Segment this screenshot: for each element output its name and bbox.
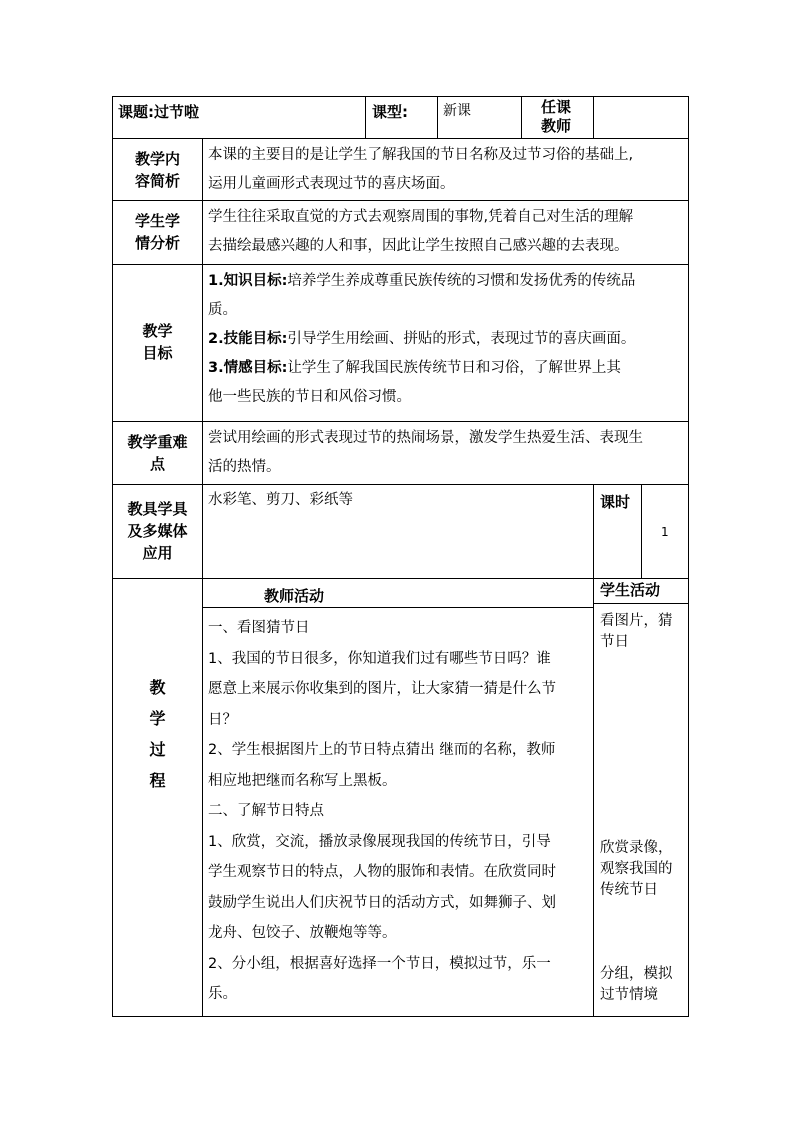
goal-emotion [208,354,684,383]
activity-line: 过节情境 [600,987,658,1003]
activity-line: 1、欣赏，交流，播放录像展现我国的传统节日，引导 [208,833,551,850]
lesson-type-value: 新课 [443,103,471,119]
activity-line: 龙舟、包饺子、放鞭炮等等。 [208,925,397,941]
goal-title: 3.情感目标: [208,360,288,376]
label-line: 学生学 [134,212,180,230]
label-column-divider [202,138,203,1017]
goal-text: 引导学生用绘画、拼贴的形式，表现过节的喜庆画面。 [287,331,636,347]
tools-text: 水彩笔、剪刀、彩纸等 [208,492,353,508]
activity-line: 2、分小组，根据喜好选择一个节日，模拟过节，乐一 [208,955,551,972]
student-analysis-text [208,203,684,261]
label-line: 教学内 [134,150,180,168]
header-divider [437,96,438,138]
goal-title: 2.技能目标: [208,331,288,347]
activity-line: 相应地把继而名称写上黑板。 [208,772,397,789]
goal-text: 质。 [208,302,237,318]
label-line: 情分析 [134,234,180,252]
activity-line: 节日 [600,634,629,650]
lesson-type-label: 课型: [372,103,408,121]
label-line: 及多媒体 [127,522,188,540]
goal-skill [208,325,684,354]
label-line: 应用 [142,544,173,562]
lesson-title: 课题:过节啦 [118,103,199,121]
label-line: 教学 [142,322,173,340]
process-header-divider [593,603,689,604]
student-activity-header: 学生活动 [600,581,661,599]
header-divider [365,96,366,138]
activity-line: 乐。 [208,986,237,1002]
table-border-top [112,96,689,97]
student-activity-b [600,838,673,901]
label-line: 目标 [142,344,173,362]
process-label [113,672,202,796]
goal-text: 让学生了解我国民族传统节日和习俗，了解世界上其 [287,360,621,376]
key-points-label [113,431,202,475]
activity-line: 观察我国的 [600,861,673,877]
activity-line: 看图片，猜 [600,613,673,629]
teacher-activity-header: 教师活动 [264,587,325,605]
row-divider [112,421,689,422]
content-analysis-label [113,148,202,192]
label-line: 教具学具 [127,500,188,518]
hours-divider [641,484,642,578]
student-analysis-label [113,210,202,254]
table-border-right [688,96,689,1017]
text-line: 运用儿童画形式表现过节的喜庆场面。 [208,176,455,192]
row-divider [112,264,689,265]
process-label-char: 过 [149,740,166,759]
key-points-text [208,424,684,482]
teacher-activity-text [208,613,588,1010]
student-activity-a [600,611,673,653]
row-divider [112,200,689,201]
activity-line: 学生观察节日的特点，人物的服饰和表情。在欣赏同时 [208,864,556,880]
teaching-goals-label [113,320,202,364]
label-line: 教学重难 [127,433,188,451]
tools-label [113,498,202,564]
teacher-label-line: 教师 [541,117,572,135]
text-line: 活的热情。 [208,459,281,475]
activity-line: 二、了解节日特点 [208,803,324,819]
label-line: 容简析 [134,172,180,190]
activity-line: 鼓励学生说出人们庆祝节日的活动方式，如舞狮子、划 [208,894,556,911]
text-line: 学生往往采取直觉的方式去观察周围的事物,凭着自己对生活的理解 [208,209,634,225]
activity-line: 欣赏录像， [600,840,673,856]
activity-line: 2、学生根据图片上的节日特点猜出 继而的名称，教师 [208,742,556,758]
activity-line: 愿意上来展示你收集到的图片，让大家猜一猜是什么节 [208,681,556,697]
activity-line: 日？ [208,711,237,728]
process-label-char: 学 [149,709,166,728]
text-line: 本课的主要目的是让学生了解我国的节日名称及过节习俗的基础上, [208,147,634,163]
hours-label: 课时 [600,493,631,511]
process-label-char: 教 [149,678,166,697]
table-border-bottom [112,1016,689,1017]
row-divider [112,138,689,139]
goal-knowledge [208,267,684,296]
activity-line: 1、我国的节日很多，你知道我们过有哪些节日吗？谁 [208,650,551,667]
hours-divider [593,484,594,578]
label-line: 点 [149,455,165,473]
activity-line: 一、看图猜节日 [208,620,310,636]
text-line: 去描绘最感兴趣的人和事，因此让学生按照自己感兴趣的去表现。 [208,238,629,254]
teacher-label-line: 任课 [541,98,572,116]
hours-value: 1 [661,525,669,539]
teacher-label [541,98,571,136]
goal-title: 1.知识目标: [208,273,288,289]
process-header-divider [202,607,593,608]
activity-line: 分组，模拟 [600,966,673,982]
goal-text: 他一些民族的节日和风俗习惯。 [208,389,411,405]
header-divider [521,96,522,138]
header-divider [593,96,594,138]
activity-line: 传统节日 [600,882,658,898]
teaching-goals-text [208,267,684,412]
process-label-char: 程 [149,771,166,790]
row-divider [112,484,689,485]
goal-text: 培养学生养成尊重民族传统的习惯和发扬优秀的传统品 [287,273,636,289]
text-line: 尝试用绘画的形式表现过节的热闹场景，激发学生热爱生活、表现生 [208,430,643,446]
process-column-divider [593,578,594,1017]
content-analysis-text [208,141,684,199]
student-activity-c [600,964,673,1006]
